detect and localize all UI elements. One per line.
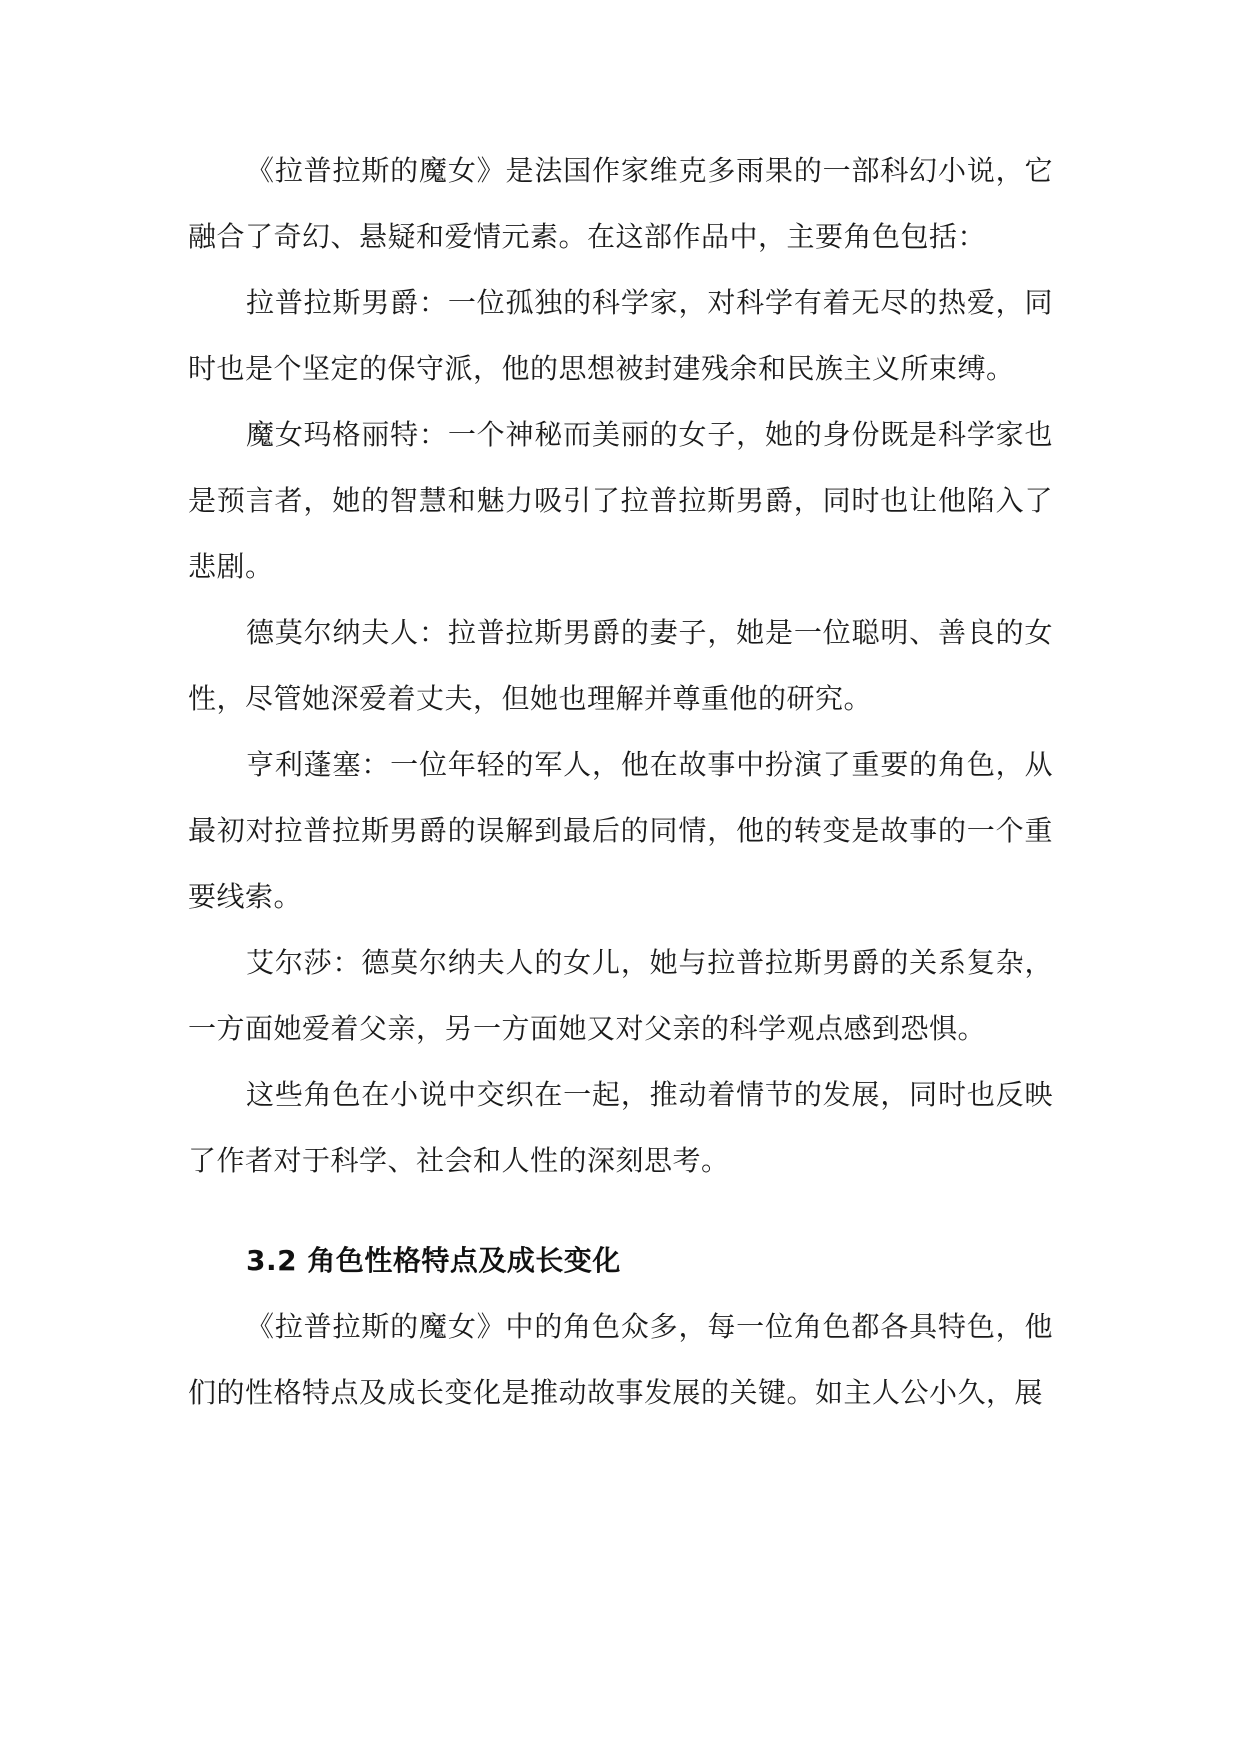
section-heading: 3.2 角色性格特点及成长变化 — [246, 1244, 621, 1277]
paragraph-character-laplace: 拉普拉斯男爵：一位孤独的科学家，对科学有着无尽的热爱，同时也是个坚定的保守派，他的思想被封建残余和民族主义所束缚。 — [188, 286, 1053, 385]
paragraph-summary: 这些角色在小说中交织在一起，推动着情节的发展，同时也反映了作者对于科学、社会和人性的深刻思考。 — [188, 1078, 1053, 1177]
paragraph-character-demornay: 德莫尔纳夫人：拉普拉斯男爵的妻子，她是一位聪明、善良的女性，尽管她深爱着丈夫，但她也理解并尊重他的研究。 — [188, 616, 1053, 715]
paragraph-character-henri: 亨利蓬塞：一位年轻的军人，他在故事中扮演了重要的角色，从最初对拉普拉斯男爵的误解到最后的同情，他的转变是故事的一个重要线索。 — [188, 748, 1053, 913]
paragraph-character-margaret: 魔女玛格丽特：一个神秘而美丽的女子，她的身份既是科学家也是预言者，她的智慧和魅力吸引了拉普拉斯男爵，同时也让他陷入了悲剧。 — [188, 418, 1053, 583]
paragraph-section-body: 《拉普拉斯的魔女》中的角色众多，每一位角色都各具特色，他们的性格特点及成长变化是推动故事发展的关键。如主人公小久，展 — [188, 1310, 1053, 1409]
document-body — [188, 138, 1053, 1426]
paragraph-intro: 《拉普拉斯的魔女》是法国作家维克多雨果的一部科幻小说，它融合了奇幻、悬疑和爱情元素。在这部作品中，主要角色包括： — [188, 154, 1053, 253]
paragraph-character-elsa: 艾尔莎：德莫尔纳夫人的女儿，她与拉普拉斯男爵的关系复杂，一方面她爱着父亲，另一方面她又对父亲的科学观点感到恐惧。 — [188, 946, 1053, 1045]
